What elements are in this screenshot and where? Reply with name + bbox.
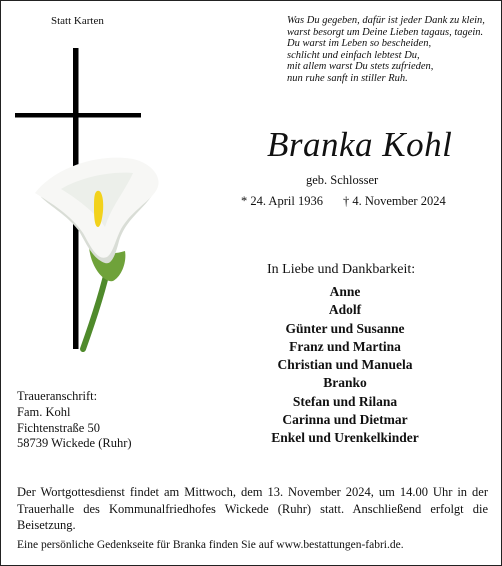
mourner-name: Branko [323,375,367,391]
poem-line: mit allem warst Du stets zufrieden, [287,61,434,73]
address-line: 58739 Wickede (Ruhr) [17,436,132,451]
mourners-intro: In Liebe und Dankbarkeit: [267,262,416,277]
mourners-list [245,283,445,448]
mourner-name: Günter und Susanne [285,320,405,336]
header-note: Statt Karten [51,15,104,27]
mourner-name: Anne [329,284,361,299]
mourning-address [17,389,132,452]
address-line: Fam. Kohl [17,404,71,419]
service-info: Der Wortgottesdienst findet am Mittwoch, dem 13. November 2024, um 14.00 Uhr in der Trauerhalle des Kommunalfriedhofes Wickede (Ruhr) statt. Anschließend erfolgt die Beisetzung. [17,485,488,532]
death-date: † 4. November 2024 [342,194,446,208]
birth-date: * 24. April 1936 [241,194,323,208]
poem-line: Du warst im Leben so bescheiden, [287,38,432,50]
poem-line: warst besorgt um Deine Lieben tagaus, tagein. [287,26,484,38]
address-line: Fichtenstraße 50 [17,420,100,435]
mourner-name: Carinna und Dietmar [282,412,408,428]
poem-line: schlicht und einfach lebtest Du, [287,49,420,61]
poem-line: Was Du gegeben, dafür ist jeder Dank zu klein, [287,15,485,26]
deceased-name: Branka Kohl [267,125,453,164]
memorial-page-info: Eine persönliche Gedenkseite für Branka finden Sie auf www.bestattungen-fabri.de. [17,539,404,551]
mourner-name: Christian und Manuela [277,357,413,373]
mourner-name: Franz und Martina [289,338,401,354]
mourner-name: Stefan und Rilana [292,393,398,409]
calla-lily-icon [35,158,159,349]
mourner-name: Adolf [328,302,362,318]
poem-line: nun ruhe sanft in stiller Ruh. [287,72,408,84]
maiden-name: geb. Schlosser [306,173,379,187]
mourner-name: Enkel und Urenkelkinder [271,430,419,446]
life-dates [241,194,446,209]
address-line: Traueranschrift: [17,389,98,403]
